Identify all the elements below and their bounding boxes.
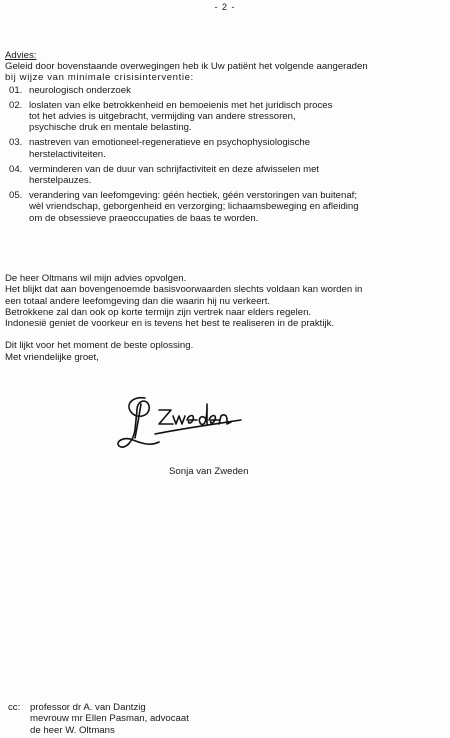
list-item-text [29, 137, 445, 159]
list-item-number: 04. [9, 163, 23, 175]
list-item-line: verandering van leefomgeving: géén hectiek, géén verstoringen van buitenaf; [29, 190, 358, 202]
closing-line: De heer Oltmans wil mijn advies opvolgen. [5, 273, 187, 284]
closing-section [5, 273, 445, 374]
list-item [5, 164, 445, 186]
list-item-number: 03. [9, 137, 23, 149]
cc-recipient: de heer W. Oltmans [30, 724, 115, 736]
closing-line: Dit lijkt voor het moment de beste oplossing. [5, 340, 194, 352]
list-item-line: om de obsessieve praeoccupaties de baas te worden. [29, 212, 259, 224]
cc-section [8, 702, 189, 736]
cc-recipient: professor dr A. van Dantzig [30, 702, 146, 713]
advice-section [5, 50, 445, 228]
cc-row [8, 725, 189, 736]
cc-row [8, 713, 189, 724]
list-item [5, 190, 445, 224]
cc-row [8, 702, 189, 713]
list-item-line: psychische druk en mentale belasting. [29, 122, 192, 134]
signer-name: Sonja van Zweden [169, 466, 249, 477]
closing-paragraph [5, 340, 445, 363]
list-item-line: herstelactiviteiten. [29, 148, 106, 160]
list-item-line: nastreven van emotioneel-regeneratieve en psychophysiologische [29, 137, 311, 149]
list-item-text [29, 100, 445, 134]
cc-label: cc: [8, 702, 21, 713]
closing-line: Met vriendelijke groet, [5, 351, 99, 363]
advice-intro-line: Geleid door bovenstaande overwegingen heb ik Uw patiënt het volgende aangeraden [5, 61, 368, 73]
list-item-line: loslaten van elke betrokkenheid en bemoeienis met het juridisch proces [29, 99, 333, 111]
list-item-line: wèl vriendschap, geborgenheid en verzorging; lichaamsbeweging en afleiding [29, 201, 359, 213]
closing-paragraph [5, 273, 445, 329]
list-item-line: verminderen van de duur van schrijfactiviteit en deze afwisselen met [29, 163, 320, 175]
list-item-text [29, 164, 445, 186]
list-item-number: 02. [9, 99, 23, 111]
list-item-number: 01. [9, 84, 23, 96]
page-number: - 2 - [214, 2, 236, 12]
advice-heading: Advies: [5, 50, 37, 61]
cc-recipient: mevrouw mr Ellen Pasman, advocaat [30, 713, 189, 725]
list-item-line: herstelpauzes. [29, 175, 92, 187]
closing-line: een totaal andere leefomgeving dan die waarin hij nu verkeert. [5, 295, 271, 307]
list-item-number: 05. [9, 190, 23, 202]
list-item-line: neurologisch onderzoek [29, 84, 131, 96]
handwritten-signature [115, 390, 245, 460]
list-item-text [29, 85, 445, 96]
list-item-line: tot het advies is uitgebracht, vermijding van andere stressoren, [29, 111, 296, 123]
list-item [5, 85, 445, 96]
closing-line: Indonesië geniet de voorkeur en is tevens het best te realiseren in de praktijk. [5, 318, 335, 330]
list-item [5, 100, 445, 134]
list-item-text [29, 190, 445, 224]
closing-line: Betrokkene zal dan ook op korte termijn zijn vertrek naar elders regelen. [5, 306, 312, 318]
closing-line: Het blijkt dat aan bovengenoemde basisvoorwaarden slechts voldaan kan worden in [5, 284, 363, 296]
advice-list [5, 85, 445, 224]
advice-intro-line: bij wijze van minimale crisisinterventie: [5, 72, 194, 84]
list-item [5, 137, 445, 159]
